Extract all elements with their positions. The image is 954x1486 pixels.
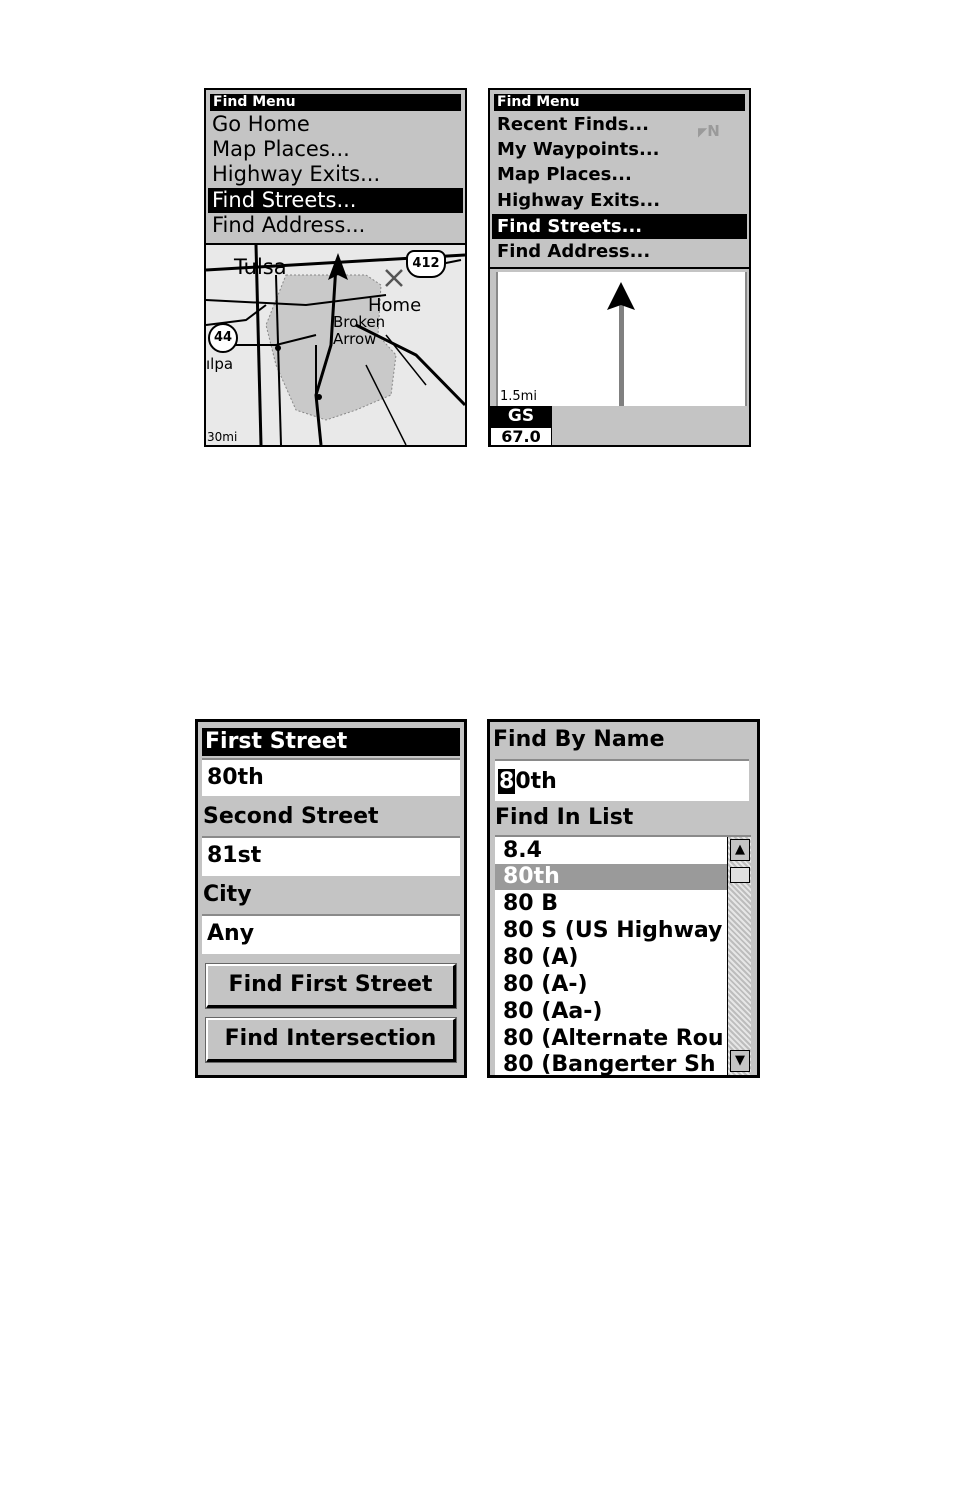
- menu-item-highway-exits[interactable]: Highway Exits...: [212, 162, 381, 186]
- compass-needle-icon: ◤: [698, 125, 708, 139]
- find-by-name-field[interactable]: [495, 759, 749, 801]
- menu-title: Find Menu: [210, 94, 461, 111]
- first-street-field[interactable]: 80th: [202, 758, 460, 796]
- navigation-view[interactable]: [496, 272, 747, 406]
- menu-item-find-streets[interactable]: Find Streets...: [492, 214, 747, 239]
- menu-title: Find Menu: [494, 94, 745, 111]
- map-label-town: ılpa: [206, 355, 234, 373]
- menu-item-find-address[interactable]: Find Address...: [212, 213, 366, 237]
- scroll-thumb[interactable]: [730, 867, 750, 883]
- find-intersection-screen: [195, 719, 467, 1078]
- gs-value: 67.0: [490, 427, 552, 447]
- menu-divider: [490, 267, 749, 269]
- list-item[interactable]: 8.4: [503, 838, 542, 863]
- city-field[interactable]: Any: [202, 914, 460, 954]
- find-by-name-screen: [487, 719, 760, 1078]
- find-menu-nav-screen: [488, 88, 751, 447]
- second-street-label: Second Street: [203, 804, 379, 829]
- highway-shield-44: 44: [208, 323, 238, 353]
- scroll-up-icon[interactable]: ▲: [730, 839, 750, 861]
- list-item-selected[interactable]: 80th: [495, 864, 727, 890]
- menu-item-find-streets[interactable]: Find Streets...: [208, 188, 463, 213]
- nav-scale: 1.5mi: [500, 389, 537, 404]
- find-in-list-label: Find In List: [495, 805, 634, 830]
- find-first-street-button[interactable]: Find First Street: [206, 964, 456, 1008]
- menu-item-map-places[interactable]: Map Places...: [497, 164, 632, 185]
- menu-item-find-address[interactable]: Find Address...: [497, 241, 651, 262]
- results-list[interactable]: [495, 835, 751, 1075]
- gs-readout: [490, 406, 552, 446]
- compass-n-icon: ◤N: [698, 122, 720, 140]
- map-label-tulsa: Tulsa: [234, 255, 287, 279]
- list-item[interactable]: 80 (A): [503, 945, 579, 970]
- map-label-broken: Broken: [333, 313, 386, 331]
- highway-shield-412: 412: [406, 250, 446, 278]
- menu-item-go-home[interactable]: Go Home: [212, 112, 310, 136]
- find-menu-panel: [206, 90, 465, 245]
- first-street-label: First Street: [202, 728, 460, 756]
- gs-label: GS: [490, 406, 552, 427]
- list-item[interactable]: 80 (Bangerter Sh: [503, 1052, 716, 1075]
- map-label-arrow: Arrow: [333, 330, 377, 348]
- list-item[interactable]: 80 S (US Highway: [503, 918, 723, 943]
- course-line-arrow-icon: [498, 272, 745, 406]
- map-view[interactable]: [206, 245, 465, 445]
- find-by-name-label: Find By Name: [493, 727, 665, 752]
- list-item[interactable]: 80 (Alternate Rou: [503, 1026, 724, 1051]
- find-intersection-button[interactable]: Find Intersection: [206, 1018, 456, 1062]
- second-street-field[interactable]: 81st: [202, 836, 460, 876]
- map-scale: 30mi: [207, 430, 238, 444]
- list-item[interactable]: 80 (Aa-): [503, 999, 603, 1024]
- menu-item-my-waypoints[interactable]: My Waypoints...: [497, 139, 660, 160]
- menu-item-highway-exits[interactable]: Highway Exits...: [497, 190, 661, 211]
- scroll-down-icon[interactable]: ▼: [730, 1050, 750, 1072]
- city-label: City: [203, 882, 252, 907]
- map-label-home: Home: [368, 295, 422, 316]
- name-text: 0th: [515, 769, 557, 794]
- text-cursor: 8: [499, 769, 515, 794]
- menu-item-recent-finds[interactable]: Recent Finds...: [497, 114, 650, 135]
- list-item[interactable]: 80 B: [503, 891, 559, 916]
- scrollbar[interactable]: [727, 837, 751, 1075]
- menu-divider: [206, 243, 465, 245]
- list-item[interactable]: 80 (A-): [503, 972, 588, 997]
- menu-item-map-places[interactable]: Map Places...: [212, 137, 350, 161]
- find-menu-map-screen: [204, 88, 467, 447]
